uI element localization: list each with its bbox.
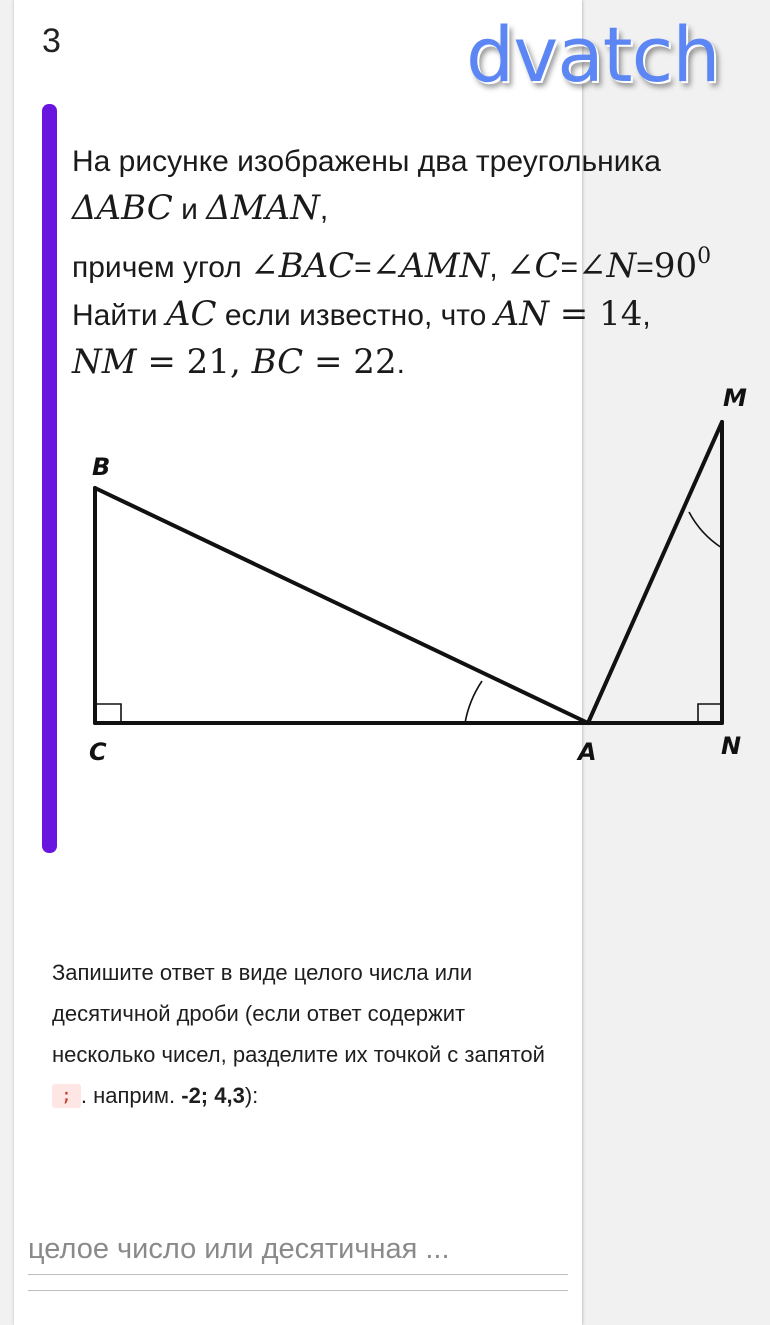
right-angle-c-icon bbox=[95, 704, 121, 723]
line4-mid: если известно, что bbox=[216, 299, 495, 332]
watermark-logo: dvatch bbox=[466, 10, 720, 99]
degree-superscript: 0 bbox=[697, 244, 712, 269]
label-a: A bbox=[578, 738, 597, 766]
cond-nm-var: NM bbox=[72, 342, 137, 382]
triangle-man: ΔMAN bbox=[206, 188, 320, 228]
conjunction: и bbox=[172, 193, 207, 226]
angle-arc-a-icon bbox=[465, 681, 482, 723]
triangle-abc: ΔABC bbox=[72, 188, 173, 228]
side-am bbox=[588, 422, 722, 723]
right-angle-n-icon bbox=[698, 704, 722, 723]
punct: , bbox=[642, 299, 651, 332]
find-lead: Найти bbox=[72, 299, 166, 332]
label-c: C bbox=[89, 738, 107, 766]
angle-amn: ∠AMN bbox=[371, 246, 490, 286]
question-line-1: На рисунке изображены два треугольника bbox=[72, 145, 661, 178]
cond-an-var: AN bbox=[494, 294, 549, 334]
label-b: B bbox=[92, 453, 111, 481]
label-n: N bbox=[721, 732, 742, 760]
equals: = bbox=[636, 251, 654, 284]
instructions-text: Запишите ответ в виде целого числа или десятичной дроби (если ответ содержит несколько чисел, разделите их точкой с запятой bbox=[52, 960, 545, 1067]
angle-bac: ∠BAC bbox=[250, 246, 355, 286]
angle-c: ∠C bbox=[505, 246, 561, 286]
angle-value: 90 bbox=[653, 246, 698, 286]
answer-instructions bbox=[52, 952, 552, 1116]
instructions-text: ): bbox=[244, 1083, 259, 1108]
label-m: M bbox=[723, 384, 747, 412]
punct: . bbox=[396, 347, 405, 380]
answer-input[interactable] bbox=[28, 1224, 568, 1275]
angle-arc-m-icon bbox=[689, 512, 722, 548]
angle-n: ∠N bbox=[578, 246, 637, 286]
punct: , bbox=[319, 193, 329, 226]
target-ac: AC bbox=[165, 294, 217, 334]
cond-bc-value: = 22 bbox=[303, 342, 397, 382]
side-ab bbox=[95, 488, 588, 723]
line3-lead: причем угол bbox=[72, 251, 251, 284]
answer-underline bbox=[28, 1290, 568, 1291]
cond-bc-var: BC bbox=[251, 342, 304, 382]
cond-an-value: = 14 bbox=[548, 294, 643, 334]
equals: = bbox=[560, 251, 579, 284]
example-value: -2; 4,3 bbox=[181, 1083, 245, 1108]
equals: = bbox=[354, 251, 372, 284]
question-number: 3 bbox=[42, 22, 61, 60]
instructions-text: . наприм. bbox=[80, 1083, 182, 1108]
separator: , bbox=[489, 251, 506, 284]
separator-code: ; bbox=[52, 1084, 81, 1108]
cond-nm-value: = 21, bbox=[136, 342, 252, 382]
